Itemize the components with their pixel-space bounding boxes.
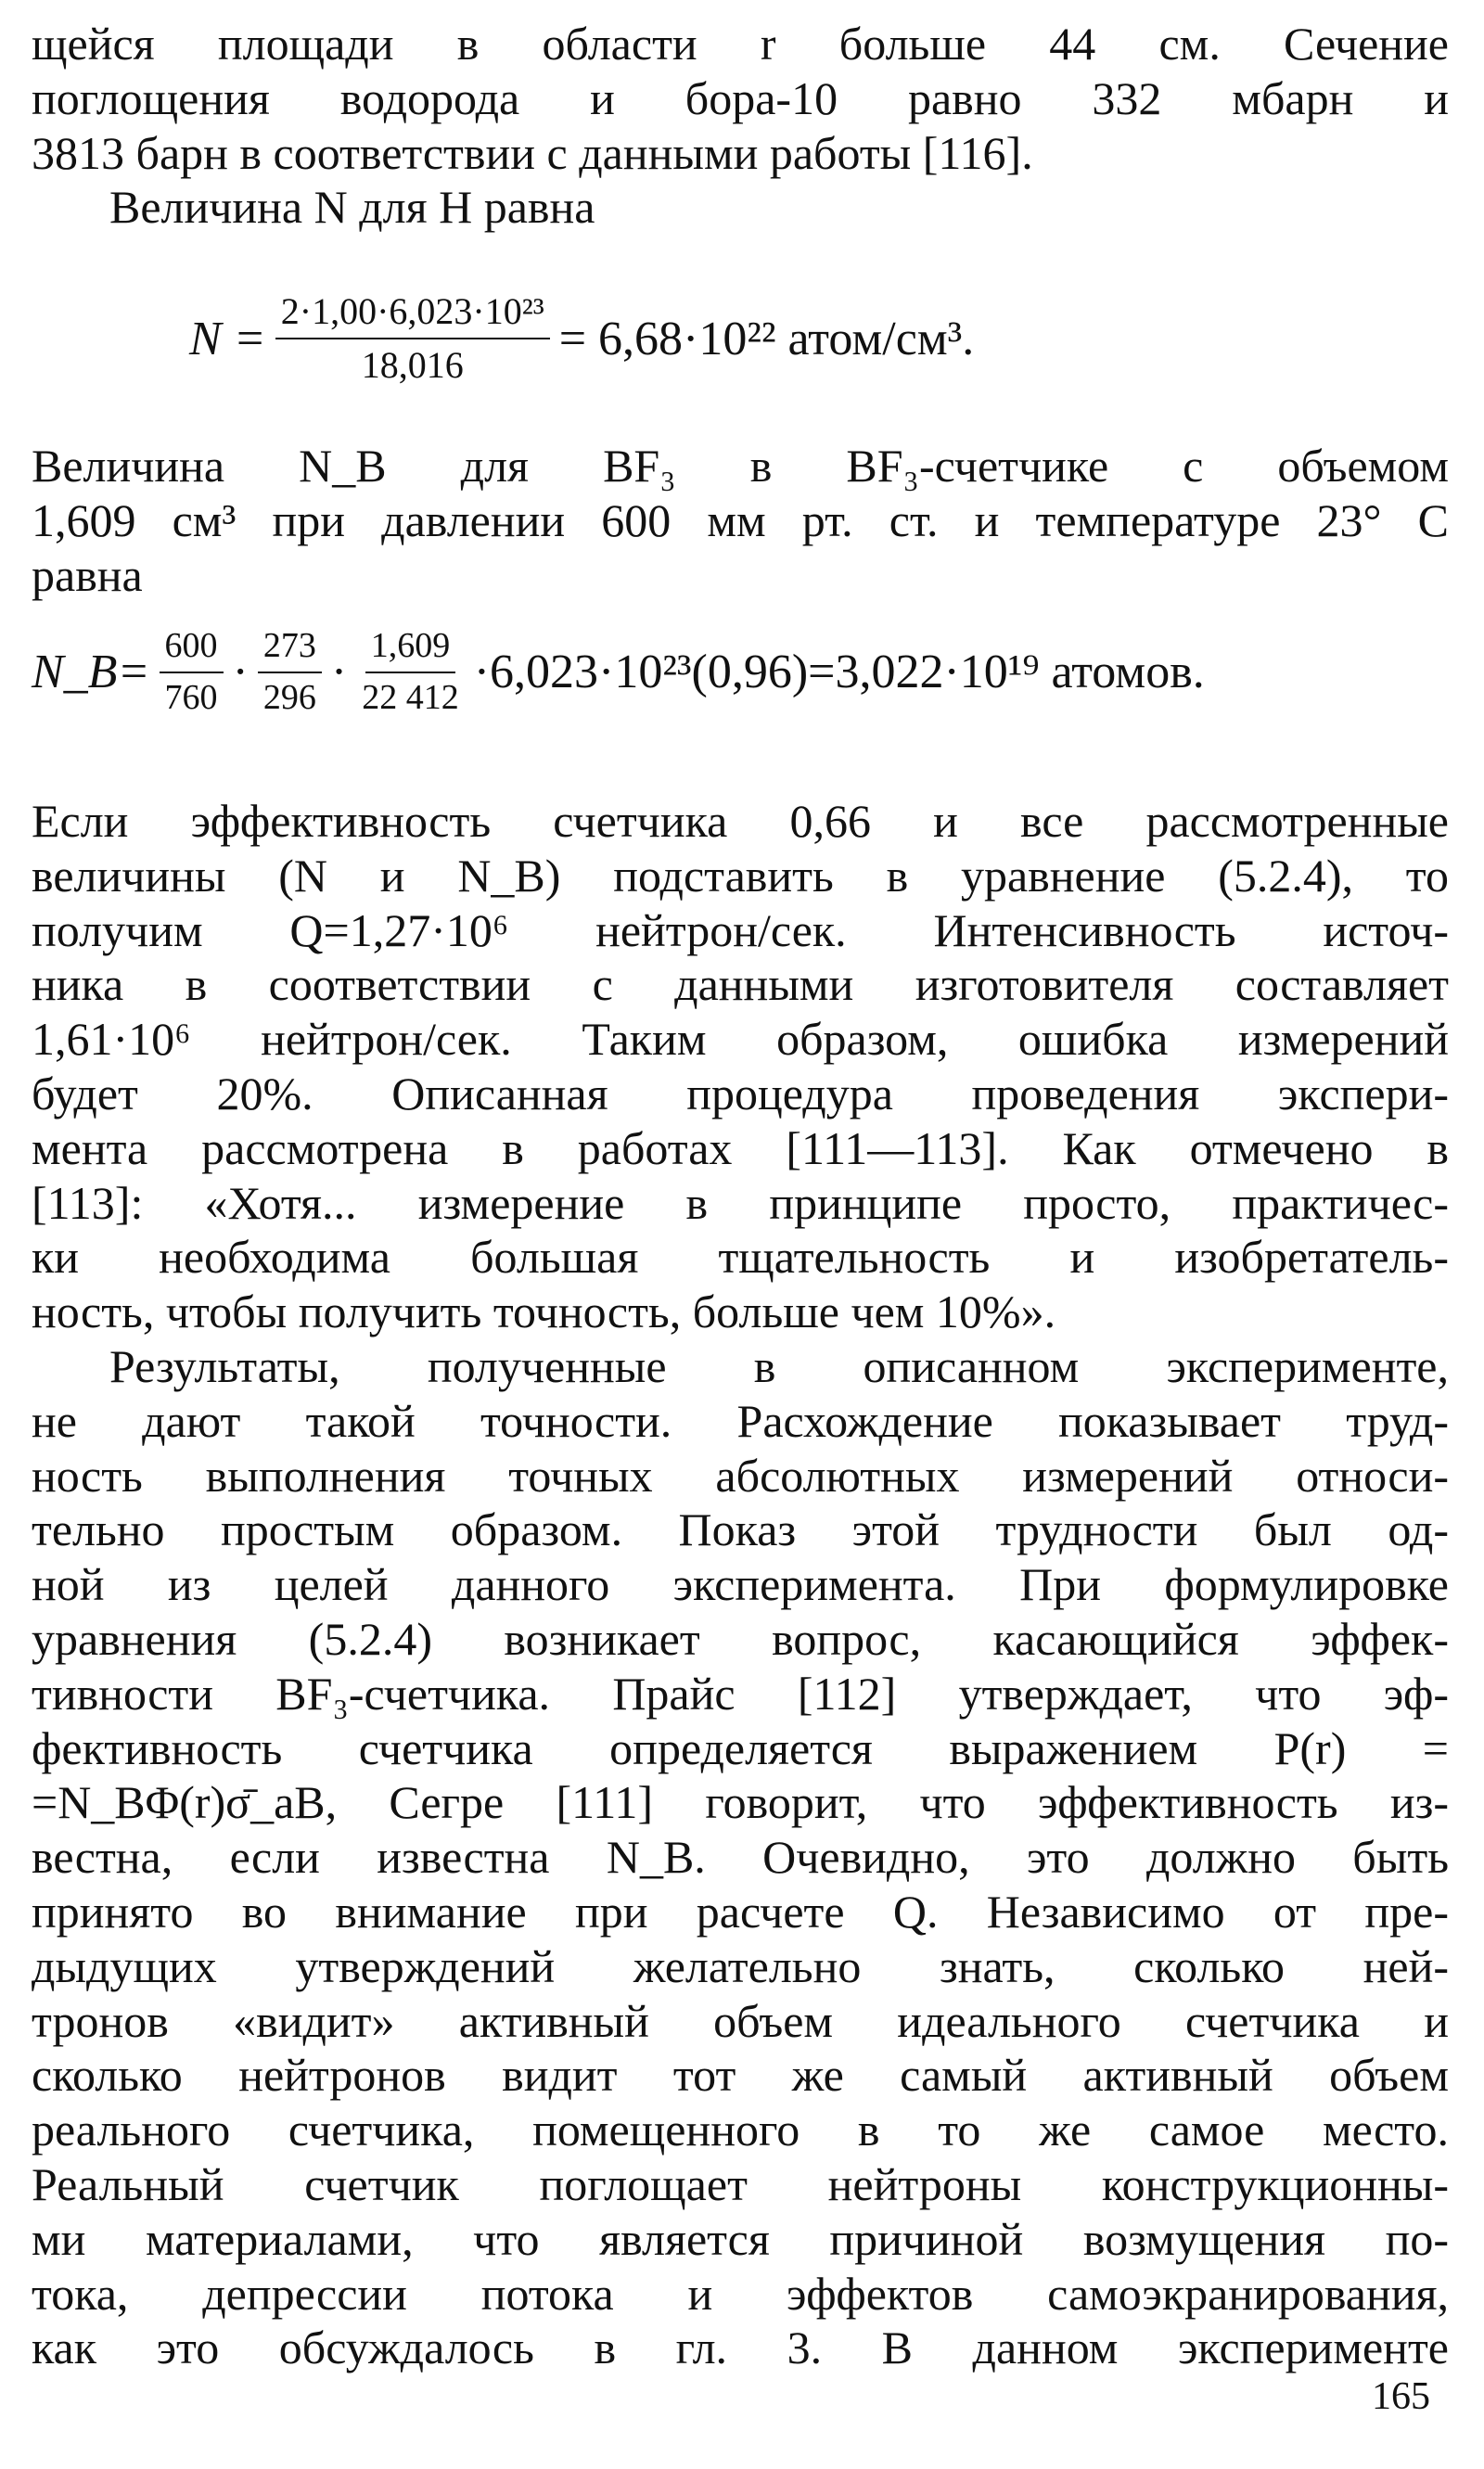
text-line: мента рассмотрена в работах [111—113]. Как отмечено в — [32, 1121, 1449, 1174]
formula-n-numerator: 2·1,00·6,023·10²³ — [275, 291, 550, 339]
text-line: 3813 барн в соответствии с данными работы [116]. — [32, 126, 1033, 179]
text-line: тельно простым образом. Показ этой трудности был од- — [32, 1503, 1449, 1556]
formula-nb-rhs: ·6,023·10²³(0,96)=3,022·10¹⁹ атомов. — [473, 646, 1205, 699]
fraction-denominator: 296 — [262, 677, 316, 717]
formula-nb-fraction-2 — [258, 627, 322, 718]
formula-n-denominator: 18,016 — [361, 344, 464, 386]
formula-nb-fraction-1 — [160, 627, 224, 718]
fraction-numerator: 273 — [258, 627, 322, 673]
text-line: уравнения (5.2.4) возникает вопрос, касающийся эффек- — [32, 1612, 1449, 1665]
text-line: тронов «видит» активный объем идеального счетчика и — [32, 1994, 1449, 2047]
text-line: сколько нейтронов видит тот же самый активный объем — [32, 2049, 1449, 2102]
nb-lines — [32, 439, 1449, 602]
fraction-denominator: 22 412 — [362, 677, 459, 717]
text-line: ность, чтобы получить точность, больше чем 10%». — [32, 1286, 1056, 1338]
text-line: 1,61·10⁶ нейтрон/сек. Таким образом, ошибка измерений — [32, 1013, 1449, 1066]
formula-nb — [32, 627, 1205, 718]
text-line: будет 20%. Описанная процедура проведения экспери- — [32, 1067, 1449, 1119]
text-line: ки необходима большая тщательность и изобретатель- — [32, 1231, 1449, 1284]
text-line: ность выполнения точных абсолютных измерений относи- — [32, 1449, 1449, 1502]
text-line: величины (N и N_B) подставить в уравнение (5.2.4), то — [32, 849, 1449, 902]
text-line: вестна, если известна N_B. Очевидно, это должно быть — [32, 1831, 1449, 1884]
text-line: =N_BΦ(r)σ̄_aB, Сегре [111] говорит, что эффективность из- — [32, 1776, 1449, 1829]
text-line: как это обсуждалось в гл. 3. В данном эксперименте — [32, 2322, 1449, 2374]
text-line: щейся площади в области r больше 44 см. Сечение — [32, 18, 1449, 70]
text-line: принято во внимание при расчете Q. Независимо от пре- — [32, 1885, 1449, 1938]
book-page — [32, 17, 1449, 2447]
text-line: ми материалами, что является причиной возмущения по- — [32, 2212, 1449, 2265]
multiply-dot: · — [330, 646, 348, 699]
text-line: поглощения водорода и бора-10 равно 332 мбарн и — [32, 71, 1449, 124]
top-lines — [32, 17, 1449, 235]
text-line: ника в соответствии с данными изготовителя составляет — [32, 958, 1449, 1011]
text-line: не дают такой точности. Расхождение показывает труд- — [32, 1394, 1449, 1447]
formula-n-rhs: = 6,68·10²² атом/см³. — [558, 312, 975, 365]
text-line: Результаты, полученные в описанном эксперименте, — [109, 1340, 1449, 1392]
text-line: тивности BF₃-счетчика. Прайс [112] утверждает, что эф- — [32, 1667, 1449, 1720]
text-line: [113]: «Хотя... измерение в принципе просто, практичес- — [32, 1176, 1449, 1229]
multiply-dot: · — [232, 646, 249, 699]
text-line: фективность счетчика определяется выражением P(r) = — [32, 1721, 1449, 1774]
paragraph-efficiency — [32, 794, 1449, 1339]
text-line: ной из целей данного эксперимента. При формулировке — [32, 1558, 1449, 1611]
text-line: Реальный счетчик поглощает нейтроны конструкционны- — [32, 2157, 1449, 2210]
fraction-denominator: 760 — [164, 677, 218, 717]
formula-n — [189, 291, 974, 386]
fraction-numerator: 600 — [160, 627, 224, 673]
text-line: Величина N_B для BF₃ в BF₃-счетчике с объемом — [32, 440, 1449, 492]
formula-n-lhs: N = — [189, 312, 266, 365]
page-number: 165 — [1372, 2375, 1430, 2418]
paragraph-results — [32, 1339, 1449, 2375]
text-line: Величина N для H равна — [109, 181, 595, 234]
text-line: тока, депрессии потока и эффектов самоэкранирования, — [32, 2267, 1449, 2320]
formula-nb-lhs: N_B= — [32, 646, 150, 699]
text-line: Если эффективность счетчика 0,66 и все рассмотренные — [32, 795, 1449, 847]
text-line: 1,609 см³ при давлении 600 мм рт. ст. и температуре 23° С — [32, 493, 1449, 546]
fraction-numerator: 1,609 — [365, 627, 456, 673]
formula-nb-fraction-3 — [356, 627, 465, 718]
formula-n-fraction — [275, 291, 550, 386]
text-line: получим Q=1,27·10⁶ нейтрон/сек. Интенсивность источ- — [32, 903, 1449, 956]
text-line: равна — [32, 548, 143, 601]
text-line: дыдущих утверждений желательно знать, сколько ней- — [32, 1939, 1449, 1992]
text-line: реального счетчика, помещенного в то же самое место. — [32, 2104, 1449, 2156]
